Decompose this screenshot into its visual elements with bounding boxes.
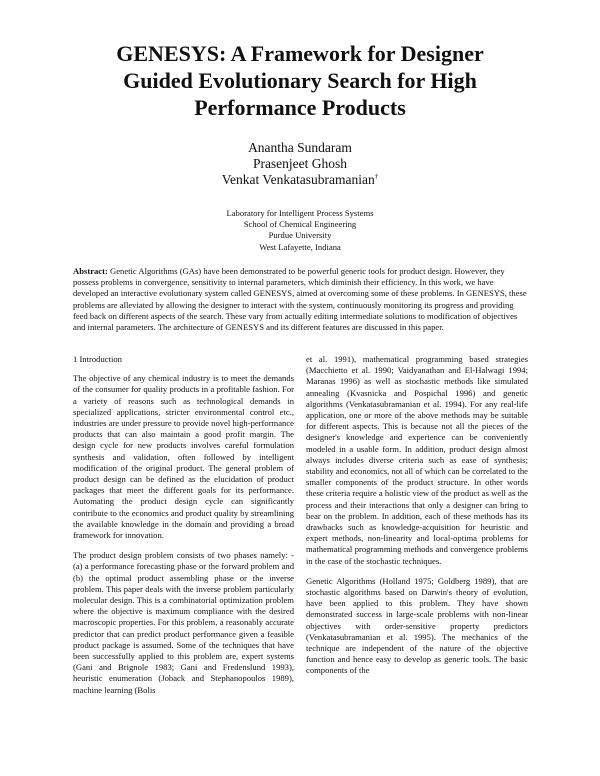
paragraph: Genetic Algorithms (Holland 1975; Goldberg 1989), that are stochastic algorithms based on Darwin's theory of evolution, have been applied to this problem. They have shown demonstrated success in large-scale problems with non-linear objectives with order-sensitive property predictors (Venkatasubramanian et al. 1995). The mechanics of the technique are independent of the nature of the objective function and hence easy to develop as generic tools. The basic components of the (306, 575, 528, 676)
author-list (150, 140, 450, 188)
author-2: Prasenjeet Ghosh (252, 156, 348, 171)
paragraph-continued: et al. 1991), mathematical programming based strategies (Macchietto et al. 1990; Vaidyanathan and El-Halwagi 1994; Maranas 1996) as well as stochastic methods like simulated annealing (Kvasnicka and Pospichal 1996) and genetic algorithms (Venkatasubramanian et al. 1994). For any real-life application, one or more of the above methods may be suitable for different aspects. This is because not all the pieces of the designer's knowledge and experience can be conveniently modeled in a usable form. In addition, product design almost always includes diverse criteria such as ease of synthesis; stability and economics, not all of which can be correlated to the smaller components of the product structure. In other words these criteria require a holistic view of the product as well as the process and their interactions that only a designer can bring to bear on the problem. In addition, each of these methods has its drawbacks such as knowledge-acquisition for heuristic and expert methods, non-linearity and local-optima problems for mathematical programming methods and convergence problems in the case of the stochastic techniques. (306, 354, 528, 566)
title-line-1: GENESYS: A Framework for Designer (116, 41, 484, 66)
affiliation-line-3: Purdue University (268, 230, 332, 241)
paragraph: The objective of any chemical industry is to meet the demands of the consumer for quality products in a profitable fashion. For a variety of reasons such as technological demands in specialized applications, stricter environmental control etc., industries are under pressure to provide novel high-performance products that can also maintain a good profit margin. The design cycle for new products involves careful formulation synthesis and validation, often followed by intelligent modification of the original product. The general problem of product design can be defined as the elucidation of product packages that meet the different goals for its performance. Automating the product design cycle can significantly contribute to the economics and product quality by streamlining the available knowledge in the domain and providing a broad framework for innovation. (73, 373, 294, 541)
affiliation-line-4: West Lafayette, Indiana (259, 241, 341, 252)
affiliation-line-2: School of Chemical Engineering (243, 219, 357, 230)
affiliation-line-1: Laboratory for Intelligent Process Systems (226, 208, 374, 218)
author-1: Anantha Sundaram (248, 140, 352, 155)
author-3-line (150, 172, 450, 188)
left-column (73, 354, 294, 705)
abstract-label: Abstract: (73, 266, 108, 276)
author-3-footnote-mark: † (374, 172, 379, 181)
section-heading: 1 Introduction (73, 354, 122, 364)
abstract-text: Genetic Algorithms (GAs) have been demonstrated to be powerful generic tools for product design. However, they possess problems in convergence, sensitivity to internal parameters, which diminish their efficiency. In this work, we have developed an interactive evolutionary system called GENESYS, aimed at overcoming some of these problems. In GENESYS, these problems are alleviated by allowing the designer to interact with the system, continuously monitoring its progress and providing feed back on different aspects of the search. These vary from actually editing intermediate solutions to modification of objectives and internal parameters. The architecture of GENESYS and its different features are discussed in this paper. (73, 266, 527, 333)
abstract (73, 266, 530, 333)
title-line-2: Guided Evolutionary Search for High (123, 68, 477, 93)
author-3: Venkat Venkatasubramanian (221, 172, 375, 187)
affiliation (150, 208, 450, 253)
paper-title (60, 40, 540, 121)
paragraph: The product design problem consists of two phases namely: - (a) a performance forecasting phase or the forward problem and (b) the optimal product assembling phase or the inverse problem. This paper deals with the inverse problem particularly molecular design. This is a combinatorial optimization problem where the objective is maximum compliance with the desired macroscopic properties. For this problem, a reasonably accurate predictor that can predict product performance given a feasible product package is assumed. Some of the techniques that have been successfully applied to this problem are, expert systems (Gani and Brignole 1983; Gani and Fredenslund 1993), heuristic enumeration (Joback and Stephanopoulos 1989), machine learning (Bolis (73, 550, 294, 695)
right-column (306, 354, 528, 686)
title-line-3: Performance Products (194, 95, 406, 120)
